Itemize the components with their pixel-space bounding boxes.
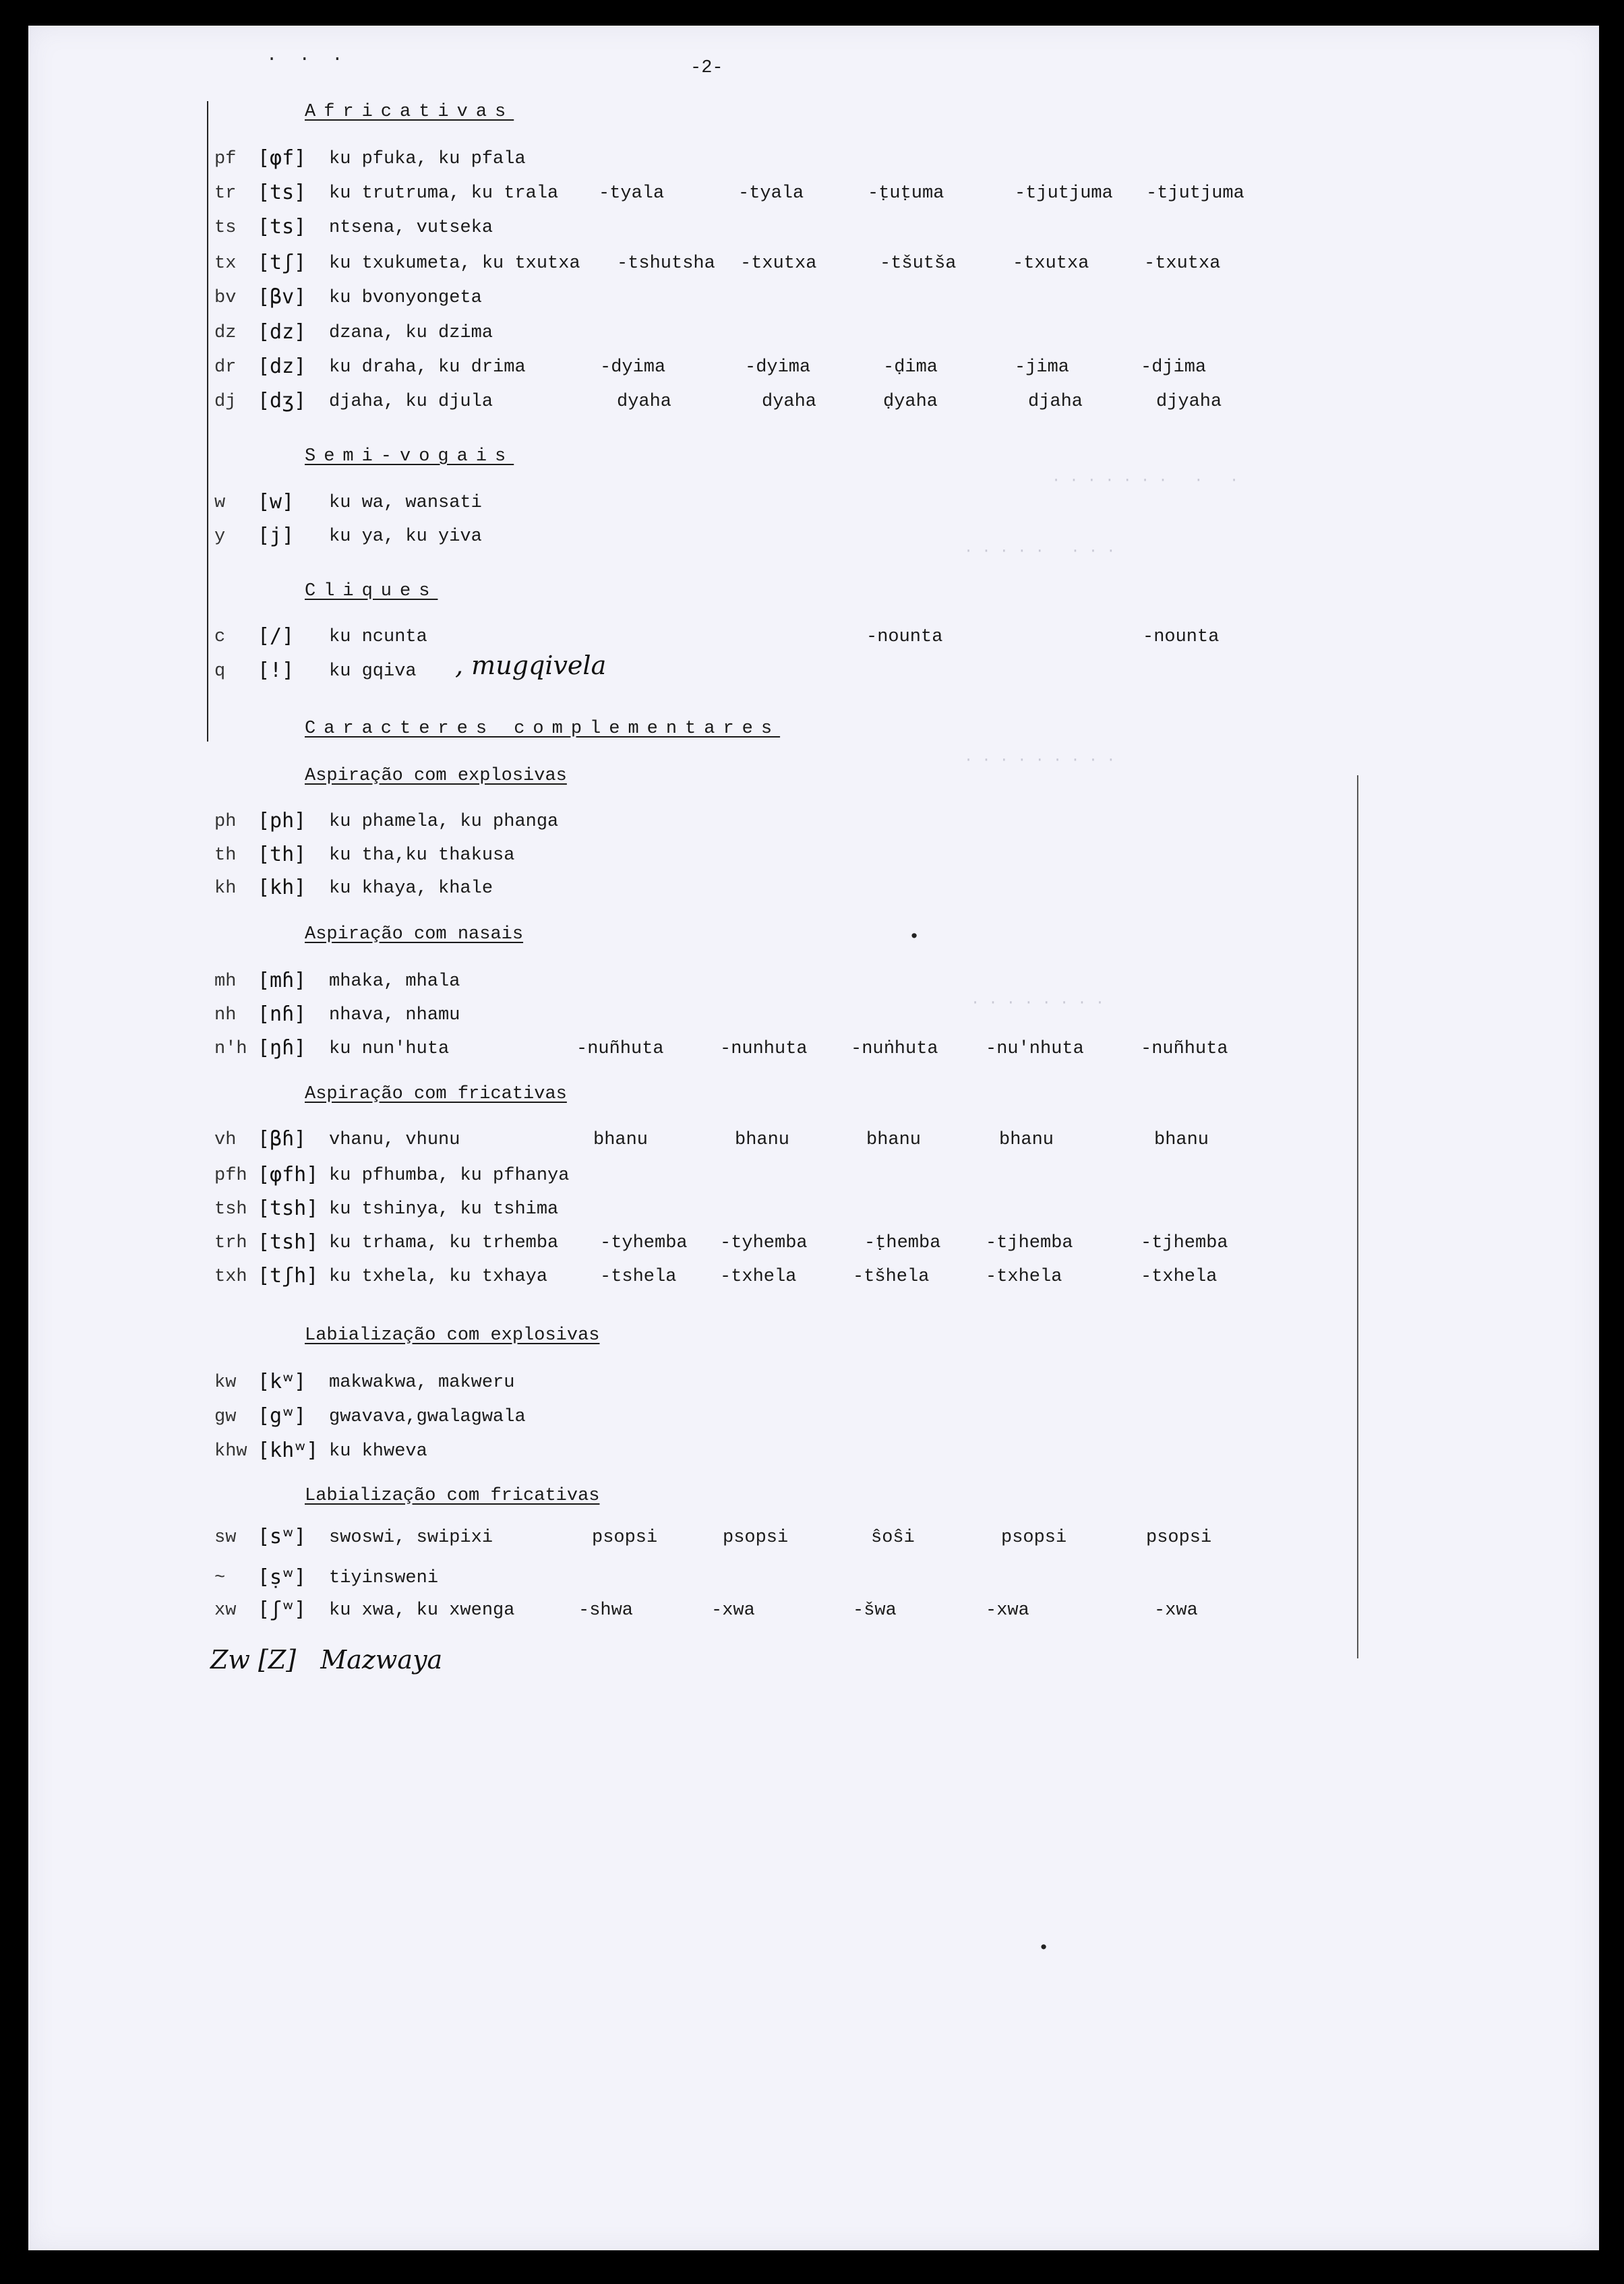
- row-col2: -txhela: [720, 1267, 797, 1287]
- row-col4: -tjutjuma: [1015, 183, 1113, 204]
- row-example: ku trhama, ku trhemba: [329, 1233, 559, 1253]
- row-example: makwakwa, makweru: [329, 1373, 515, 1393]
- row-col2: -txutxa: [740, 253, 817, 274]
- subsection-heading: Aspiração com nasais: [305, 924, 524, 944]
- row-example: dzana, ku dzima: [329, 323, 493, 343]
- row-ipa: [dʒ]: [258, 389, 307, 413]
- row-ipa: [βɦ]: [258, 1127, 307, 1151]
- subsection-heading: Labialização com fricativas: [305, 1486, 600, 1506]
- row-col4: -nu'nhuta: [986, 1039, 1084, 1059]
- row-example: ku gqiva: [329, 661, 417, 682]
- section-heading: Caracteres complementares: [305, 719, 781, 739]
- row-col5: djyaha: [1156, 392, 1222, 412]
- row-code: txh: [214, 1267, 247, 1287]
- left-margin-line: [207, 101, 208, 742]
- row-code: tx: [214, 253, 237, 274]
- row-code: pfh: [214, 1166, 247, 1186]
- row-example: ku wa, wansati: [329, 493, 482, 513]
- row-code: nh: [214, 1005, 237, 1025]
- row-ipa: [j]: [258, 524, 295, 547]
- row-ipa: [sʷ]: [258, 1525, 307, 1549]
- row-col3: -tšutša: [880, 253, 957, 274]
- row-code: y: [214, 527, 226, 547]
- row-example: ku ncunta: [329, 627, 427, 647]
- row-col3: ŝoŝi: [871, 1528, 915, 1548]
- row-example: ku tshinya, ku tshima: [329, 1199, 559, 1220]
- row-col5: -djima: [1141, 357, 1207, 378]
- row-ipa: [φf]: [258, 146, 307, 170]
- row-code: tsh: [214, 1199, 247, 1220]
- row-col3: -ṭhemba: [864, 1233, 941, 1253]
- row-col5: -txhela: [1141, 1267, 1217, 1287]
- row-col2: -dyima: [745, 357, 811, 378]
- row-col1: -nuñhuta: [576, 1039, 664, 1059]
- row-code: th: [214, 845, 237, 866]
- row-col4: -txhela: [986, 1267, 1062, 1287]
- row-ipa: [kh]: [258, 876, 307, 899]
- row-col3: -ṭuṭuma: [868, 183, 944, 204]
- row-code: c: [214, 627, 226, 647]
- section-heading: Africativas: [305, 102, 514, 122]
- row-ipa: [dz]: [258, 320, 307, 344]
- row-example: ntsena, vutseka: [329, 218, 493, 238]
- row-ipa: [tʃ]: [258, 251, 307, 274]
- row-code: kh: [214, 878, 237, 899]
- row-col2: dyaha: [762, 392, 817, 412]
- subsection-heading: Labialização com explosivas: [305, 1325, 600, 1346]
- row-col5: -nounta: [1143, 627, 1220, 647]
- bleed-through: · · · · · · · · ·: [964, 752, 1116, 769]
- row-col2: bhanu: [735, 1130, 790, 1150]
- row-col5: -tjutjuma: [1146, 183, 1244, 204]
- row-code: gw: [214, 1407, 237, 1427]
- row-col3: -nuṅhuta: [851, 1039, 938, 1059]
- row-example: nhava, nhamu: [329, 1005, 460, 1025]
- row-example: ku pfhumba, ku pfhanya: [329, 1166, 570, 1186]
- handwritten-note: , mugqivela: [455, 651, 607, 680]
- row-example: ku nun'huta: [329, 1039, 450, 1059]
- right-margin-line: [1357, 775, 1358, 1658]
- stray-mark: •: [1038, 1939, 1050, 1959]
- row-col1: bhanu: [593, 1130, 649, 1150]
- section-heading: Semi-vogais: [305, 446, 514, 467]
- row-example: ku ya, ku yiva: [329, 527, 482, 547]
- row-code: mh: [214, 971, 237, 992]
- row-ipa: [gʷ]: [258, 1404, 307, 1428]
- row-col5: -nuñhuta: [1141, 1039, 1228, 1059]
- row-col3: bhanu: [866, 1130, 922, 1150]
- row-col4: -txutxa: [1013, 253, 1089, 274]
- row-col4: -xwa: [986, 1600, 1029, 1621]
- row-ipa: [nɦ]: [258, 1002, 307, 1026]
- row-example: ku xwa, ku xwenga: [329, 1600, 515, 1621]
- row-col4: -jima: [1015, 357, 1070, 378]
- row-example: ku bvonyongeta: [329, 288, 482, 308]
- stray-mark: . . .: [266, 46, 343, 66]
- row-ipa: [tsh]: [258, 1197, 319, 1220]
- row-example: ku draha, ku drima: [329, 357, 526, 378]
- row-ipa: [mɦ]: [258, 969, 307, 992]
- row-code: dz: [214, 323, 237, 343]
- row-col1: -tyala: [599, 183, 665, 204]
- row-code: dr: [214, 357, 237, 378]
- row-ipa: [w]: [258, 490, 295, 514]
- subsection-heading: Aspiração com explosivas: [305, 766, 567, 786]
- row-col5: -txutxa: [1144, 253, 1221, 274]
- row-ipa: [tsh]: [258, 1230, 319, 1254]
- bleed-through: · · · · · · · ·: [971, 994, 1105, 1011]
- bleed-through: · · · · · · · ·: [964, 543, 1116, 560]
- row-col3: ḍyaha: [883, 392, 938, 412]
- section-heading: Cliques: [305, 581, 438, 601]
- row-col3: -šwa: [853, 1600, 897, 1621]
- row-ipa: [!]: [258, 659, 295, 682]
- row-example: vhanu, vhunu: [329, 1130, 460, 1150]
- row-col2: -tyala: [738, 183, 804, 204]
- row-code: w: [214, 493, 226, 513]
- row-example: ku txhela, ku txhaya: [329, 1267, 548, 1287]
- row-ipa: [dz]: [258, 355, 307, 378]
- page-number: -2-: [690, 58, 723, 78]
- row-ipa: [βv]: [258, 285, 307, 309]
- row-code: kw: [214, 1373, 237, 1393]
- row-code: dj: [214, 392, 237, 412]
- row-ipa: [ŋɦ]: [258, 1036, 307, 1060]
- row-ipa: [ph]: [258, 809, 307, 833]
- row-ipa: [/]: [258, 624, 295, 648]
- row-col1: -shwa: [578, 1600, 634, 1621]
- row-example: ku phamela, ku phanga: [329, 812, 559, 832]
- row-col4: psopsi: [1001, 1528, 1067, 1548]
- row-ipa: [tʃh]: [258, 1264, 319, 1288]
- row-example: ku khweva: [329, 1441, 427, 1462]
- row-col1: -tshela: [600, 1267, 677, 1287]
- row-code: tr: [214, 183, 237, 204]
- row-col1: -dyima: [600, 357, 666, 378]
- row-col3: -nounta: [866, 627, 943, 647]
- row-col5: -xwa: [1154, 1600, 1198, 1621]
- row-ipa: [ʃʷ]: [258, 1598, 307, 1621]
- row-col3: -tšhela: [853, 1267, 930, 1287]
- row-ipa: [kʷ]: [258, 1370, 307, 1393]
- row-example: gwavava,gwalagwala: [329, 1407, 526, 1427]
- row-col5: -tjhemba: [1141, 1233, 1228, 1253]
- row-code: n'h: [214, 1039, 247, 1059]
- row-ipa: [th]: [258, 843, 307, 866]
- row-col1: -tshutsha: [617, 253, 715, 274]
- row-example: ku tha,ku thakusa: [329, 845, 515, 866]
- row-code: q: [214, 661, 226, 682]
- row-code: khw: [214, 1441, 247, 1462]
- row-ipa: [ts]: [258, 181, 307, 204]
- row-code: ts: [214, 218, 237, 238]
- row-example: ku txukumeta, ku txutxa: [329, 253, 580, 274]
- row-code: ~: [214, 1568, 226, 1588]
- row-example: ku khaya, khale: [329, 878, 493, 899]
- row-col5: bhanu: [1154, 1130, 1209, 1150]
- row-col1: -tyhemba: [600, 1233, 688, 1253]
- row-col2: psopsi: [723, 1528, 789, 1548]
- bleed-through: · · · · · · · · ·: [1052, 472, 1239, 489]
- row-code: ph: [214, 812, 237, 832]
- row-code: trh: [214, 1233, 247, 1253]
- row-code: xw: [214, 1600, 237, 1621]
- row-code: bv: [214, 288, 237, 308]
- row-ipa: [khʷ]: [258, 1439, 319, 1462]
- row-code: pf: [214, 149, 237, 169]
- row-example: djaha, ku djula: [329, 392, 493, 412]
- row-col1: dyaha: [617, 392, 672, 412]
- row-ipa: [ts]: [258, 215, 307, 239]
- row-col2: -xwa: [711, 1600, 755, 1621]
- subsection-heading: Aspiração com fricativas: [305, 1084, 567, 1104]
- row-col4: bhanu: [999, 1130, 1054, 1150]
- row-ipa: [ṣʷ]: [258, 1565, 307, 1589]
- row-col4: djaha: [1028, 392, 1083, 412]
- row-code: vh: [214, 1130, 237, 1150]
- row-example: swoswi, swipixi: [329, 1528, 493, 1548]
- row-code: sw: [214, 1528, 237, 1548]
- row-col1: psopsi: [592, 1528, 658, 1548]
- row-ipa: [φfh]: [258, 1163, 319, 1186]
- row-col5: psopsi: [1146, 1528, 1212, 1548]
- row-col3: -ḍima: [883, 357, 938, 378]
- row-example: tiyinsweni: [329, 1568, 439, 1588]
- row-example: mhaka, mhala: [329, 971, 460, 992]
- handwritten-note: Zw [Z] Mazwaya: [210, 1645, 443, 1675]
- row-col2: -tyhemba: [720, 1233, 808, 1253]
- row-col4: -tjhemba: [986, 1233, 1073, 1253]
- row-col2: -nunhuta: [720, 1039, 808, 1059]
- row-example: ku trutruma, ku trala: [329, 183, 559, 204]
- stray-mark: •: [909, 928, 920, 948]
- row-example: ku pfuka, ku pfala: [329, 149, 526, 169]
